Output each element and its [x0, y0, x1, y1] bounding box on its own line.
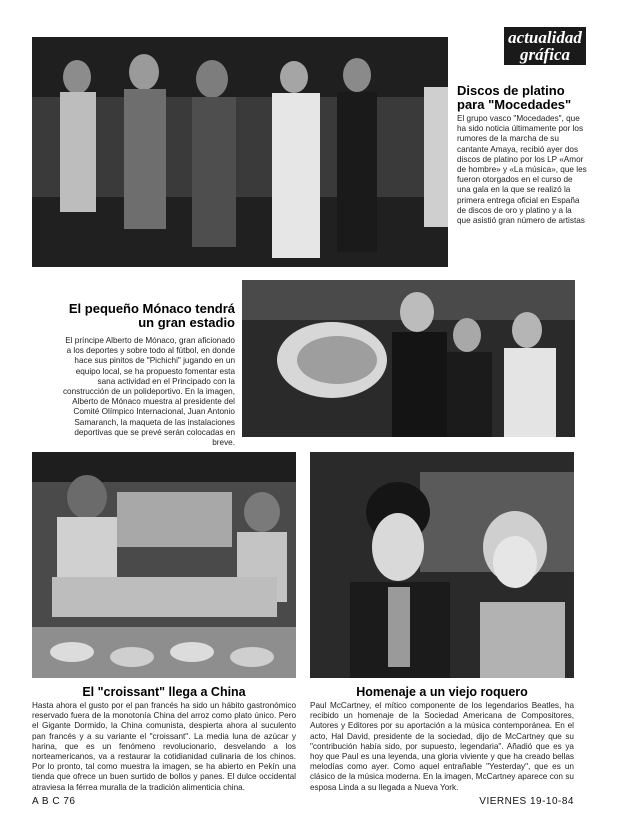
footer-date: VIERNES 19-10-84 — [479, 796, 574, 807]
mccartney-headline: Homenaje a un viejo roquero — [356, 685, 528, 699]
footer-page-number: A B C 76 — [32, 796, 76, 807]
photo-mocedades — [32, 37, 448, 267]
monaco-headline-line1: El pequeño Mónaco tendrá — [68, 301, 235, 316]
photo-monaco — [242, 280, 575, 437]
monaco-headline-line2: un gran estadio — [138, 315, 235, 330]
photo-croissant — [32, 452, 296, 678]
mocedades-headline — [457, 84, 592, 112]
mocedades-headline-line2: para "Mocedades" — [457, 97, 572, 112]
monaco-headline — [40, 302, 235, 330]
mccartney-body: Paul McCartney, el mítico componente de los legendarios Beatles, ha recibido un homenaje de la Sociedad Americana de Compositores, Autores y Editores por su aportación a la música contemporánea. En el acto, Hal David, presidente de la sociedad, dijo de McCartney que su "contribución había sido, por supuesto, legendaria". Añadió que es ya hoy que Paul es una leyenda, una gloria viviente y que ha creado bellas melodías como ayer. Como aquel entrañable "Yesterday", que es un clásico de la música moderna. En la imagen, McCartney aparece con su esposa Linda a su llegada a Nueva York. — [310, 701, 574, 792]
mocedades-headline-line1: Discos de platino — [457, 83, 565, 98]
photo-mccartney — [310, 452, 574, 678]
croissant-body: Hasta ahora el gusto por el pan francés ha sido un hábito gastronómico reservado fuera de la monotonía China del arroz como plato único. Pero el Gigante Dormido, la China comunista, despierta ahora al suculento pan francés y a su variante el "croissant". La media luna de azúcar y harina, que es un fenómeno revolucionario, desvelando a los norteamericanos, va a restaurar la cotidianidad culinaria de los chinos. Por lo pronto, tal como muestra la imagen, se ha abierto en Pekín una tienda que ofrece un buen surtido de bollos y panes. El dulce occidental atraviesa la férrea muralla de la tradición alimenticia china. — [32, 701, 296, 792]
section-tag-line2: gráfica — [519, 45, 571, 64]
monaco-body: El príncipe Alberto de Mónaco, gran aficionado a los deportes y sobre todo al fútbol, en donde hace sus pinitos de "Pichichi" jugando en un equipo local, se ha propuesto fomentar esta sana actividad en el Principado con la construcción de un polideportivo. En la imagen, Alberto de Mónaco muestra al presidente del Comité Olímpico Internacional, Juan Antonio Samaranch, la maqueta de las instalaciones deportivas que se prevé serán colocadas en breve. — [62, 336, 235, 448]
croissant-headline: El "croissant" llega a China — [82, 685, 246, 699]
mocedades-body: El grupo vasco "Mocedades", que ha sido noticia últimamente por los rumores de la marcha de su cantante Amaya, recibió ayer dos discos de platino por los LP «Amor de hombre» y «La música», que les fueron otorgados en el curso de una gala en la que se realizó la primera entrega oficial en España de discos de oro y platino y a la que asistió gran número de artistas — [457, 114, 587, 226]
section-tag-line1: actualidad — [508, 28, 582, 47]
section-tag — [504, 27, 586, 65]
